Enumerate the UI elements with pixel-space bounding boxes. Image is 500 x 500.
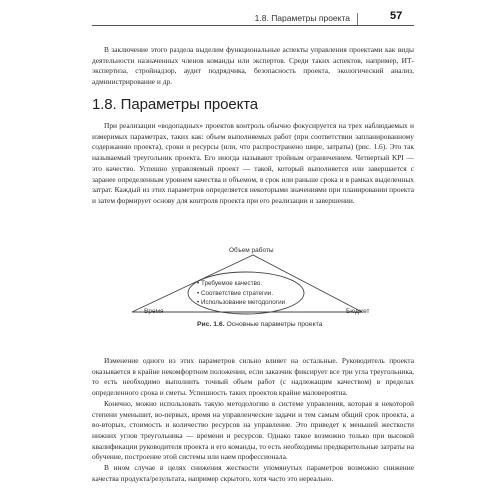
label-time: Время [144,308,164,315]
label-budget: Бюджет [346,308,370,315]
header-separator [357,13,358,25]
list-item: • Требуемое качество. [197,280,263,287]
page-number: 57 [390,10,403,22]
figure-triangle [92,245,414,340]
paragraph: В ином случае в целях снижения жесткости упомянутых параметров возможно снижение качества продукта/результата, например скрытого, хотя часто это нереально. [92,463,414,483]
paragraph: Конечно, можно использовать такую методологию в системе управления, которая в некоторой степени уменьшит, во-первых, время на управленческие задачи и тем самым общий срок проекта, а во-вторых, стоимость и количество ресурсов на управление. Это приведет к меньшей жесткости нижних углов треугольника — времени и ресурсов. Однако такое возможно только при высокой квалификации руководителя проекта и его команды, то есть необходимы предварительные затраты на обучение, построение этой системы или наем профессионала. [92,398,414,462]
paragraph: Изменение одного из этих параметров сильно влияет на остальные. Руководитель проекта оказывается в крайне некомфортном положении, если заказчик фиксирует все три угла треугольника, то есть необходимо выполнить точный объем работ (с надлежащим качеством) в пределах определенного срока и сметы. Успешность таких проектов крайне маловероятна. [92,356,414,398]
intro-paragraph [92,45,414,88]
caption-number: Рис. 1.6. [197,321,225,328]
paragraph: В заключение этого раздела выделим функциональные аспекты управления проектами как виды деятельности назначенных членов команды или экспертов. Среди таких аспектов, например, ИТ-экспертиза, стройнадзор, аудит подрядчика, безопасность проекта, экологический анализ, администрирование и др. [92,45,414,87]
running-header [0,0,500,34]
after-figure-text [92,356,414,484]
list-item: • Соответствие стратегии. [197,289,274,297]
section-heading: 1.8. Параметры проекта [92,96,259,113]
section-paragraph [92,121,414,207]
paragraph: При реализации «водопадных» проектов контроль обычно фокусируется на трех наблюдаемых и измеримых параметрах, таких как: объем выполняемых работ (при соответствии запланированному содержанию проекта), сроки и ресурсы (или, что распространено шире, затраты) (рис. 1.6). Это так называемый треугольник проекта. Его иногда называют тройным ограничением. Четвертый KPI — это качество. Успешно управляемый проект — такой, который выполняется или завершается с заранее определенным уровнем качества и объемом, в срок или раньше срока и в рамках выделенных затрат. Каждый из этих параметров определяется некоторыми значениями при планировании проекта и затем формирует основу для контроля проекта при его реализации и завершении. [92,121,414,205]
header-rule [92,25,414,26]
figure-caption [197,321,322,328]
quality-list [197,279,317,308]
caption-text: Основные параметры проекта [226,321,323,328]
list-item: • Использование методологии [197,299,286,306]
header-section-title: 1.8. Параметры проекта [254,13,350,23]
label-scope: Объем работы [229,247,274,254]
